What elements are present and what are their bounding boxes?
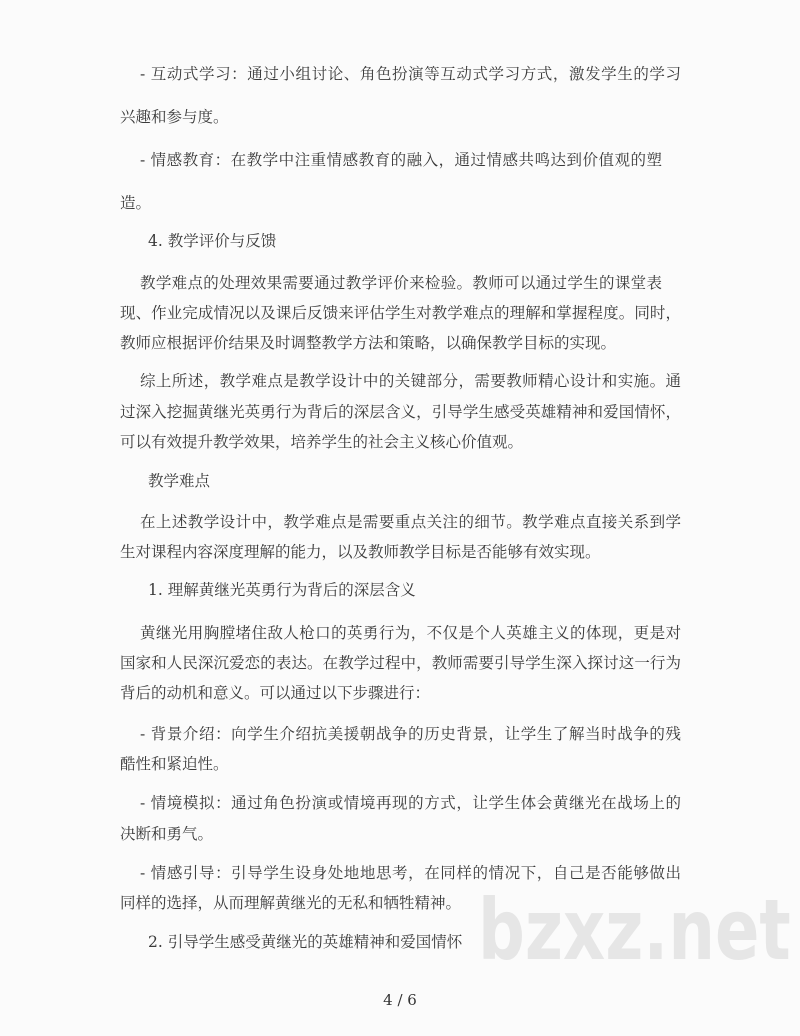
paragraph-line: 教学难点的处理效果需要通过教学评价来检验。教师可以通过学生的课堂表 xyxy=(140,274,662,292)
paragraph-line: 国家和人民深沉爱恋的表达。在教学过程中，教师需要引导学生深入探讨这一行为 xyxy=(120,654,681,672)
watermark: bzxz.net xyxy=(478,881,791,979)
paragraph-line: 现、作业完成情况以及课后反馈来评估学生对教学难点的理解和掌握程度。同时， xyxy=(120,304,681,322)
bullet-line: - 背景介绍：向学生介绍抗美援朝战争的历史背景，让学生了解当时战争的残 xyxy=(140,725,681,743)
paragraph-line: 可以有效提升教学效果，培养学生的社会主义核心价值观。 xyxy=(120,433,524,451)
paragraph-line: 背后的动机和意义。可以通过以下步骤进行： xyxy=(120,684,431,702)
paragraph-line: 生对课程内容深度理解的能力，以及教师教学目标是否能够有效实现。 xyxy=(120,543,601,561)
page-number: 4 / 6 xyxy=(383,991,417,1009)
text-line: 决断和勇气。 xyxy=(120,825,214,843)
paragraph-line: 过深入挖掘黄继光英勇行为背后的深层含义，引导学生感受英雄精神和爱国情怀， xyxy=(120,403,681,421)
paragraph-line: 综上所述，教学难点是教学设计中的关键部分，需要教师精心设计和实施。通 xyxy=(140,372,681,390)
section-heading: 2. 引导学生感受黄继光的英雄精神和爱国情怀 xyxy=(148,933,463,951)
text-line: 酷性和紧迫性。 xyxy=(120,755,229,773)
text-line: 造。 xyxy=(120,194,152,212)
paragraph-line: 教师应根据评价结果及时调整教学方法和策略，以确保教学目标的实现。 xyxy=(120,334,617,352)
bullet-line: - 情感教育：在教学中注重情感教育的融入，通过情感共鸣达到价值观的塑 xyxy=(140,151,662,169)
bullet-line: - 情境模拟：通过角色扮演或情境再现的方式，让学生体会黄继光在战场上的 xyxy=(140,794,681,812)
section-heading: 4. 教学评价与反馈 xyxy=(148,232,277,250)
text-line: 兴趣和参与度。 xyxy=(120,108,229,126)
section-heading: 1. 理解黄继光英勇行为背后的深层含义 xyxy=(148,581,416,599)
paragraph-line: 黄继光用胸膛堵住敌人枪口的英勇行为，不仅是个人英雄主义的体现，更是对 xyxy=(140,624,681,642)
section-heading: 教学难点 xyxy=(148,472,211,490)
bullet-line: - 情感引导：引导学生设身处地地思考，在同样的情况下，自己是否能够做出 xyxy=(140,864,681,882)
paragraph-line: 在上述教学设计中，教学难点是需要重点关注的细节。教学难点直接关系到学 xyxy=(140,513,681,531)
bullet-line: - 互动式学习：通过小组讨论、角色扮演等互动式学习方式，激发学生的学习 xyxy=(140,65,681,83)
text-line: 同样的选择，从而理解黄继光的无私和牺牲精神。 xyxy=(120,894,462,912)
